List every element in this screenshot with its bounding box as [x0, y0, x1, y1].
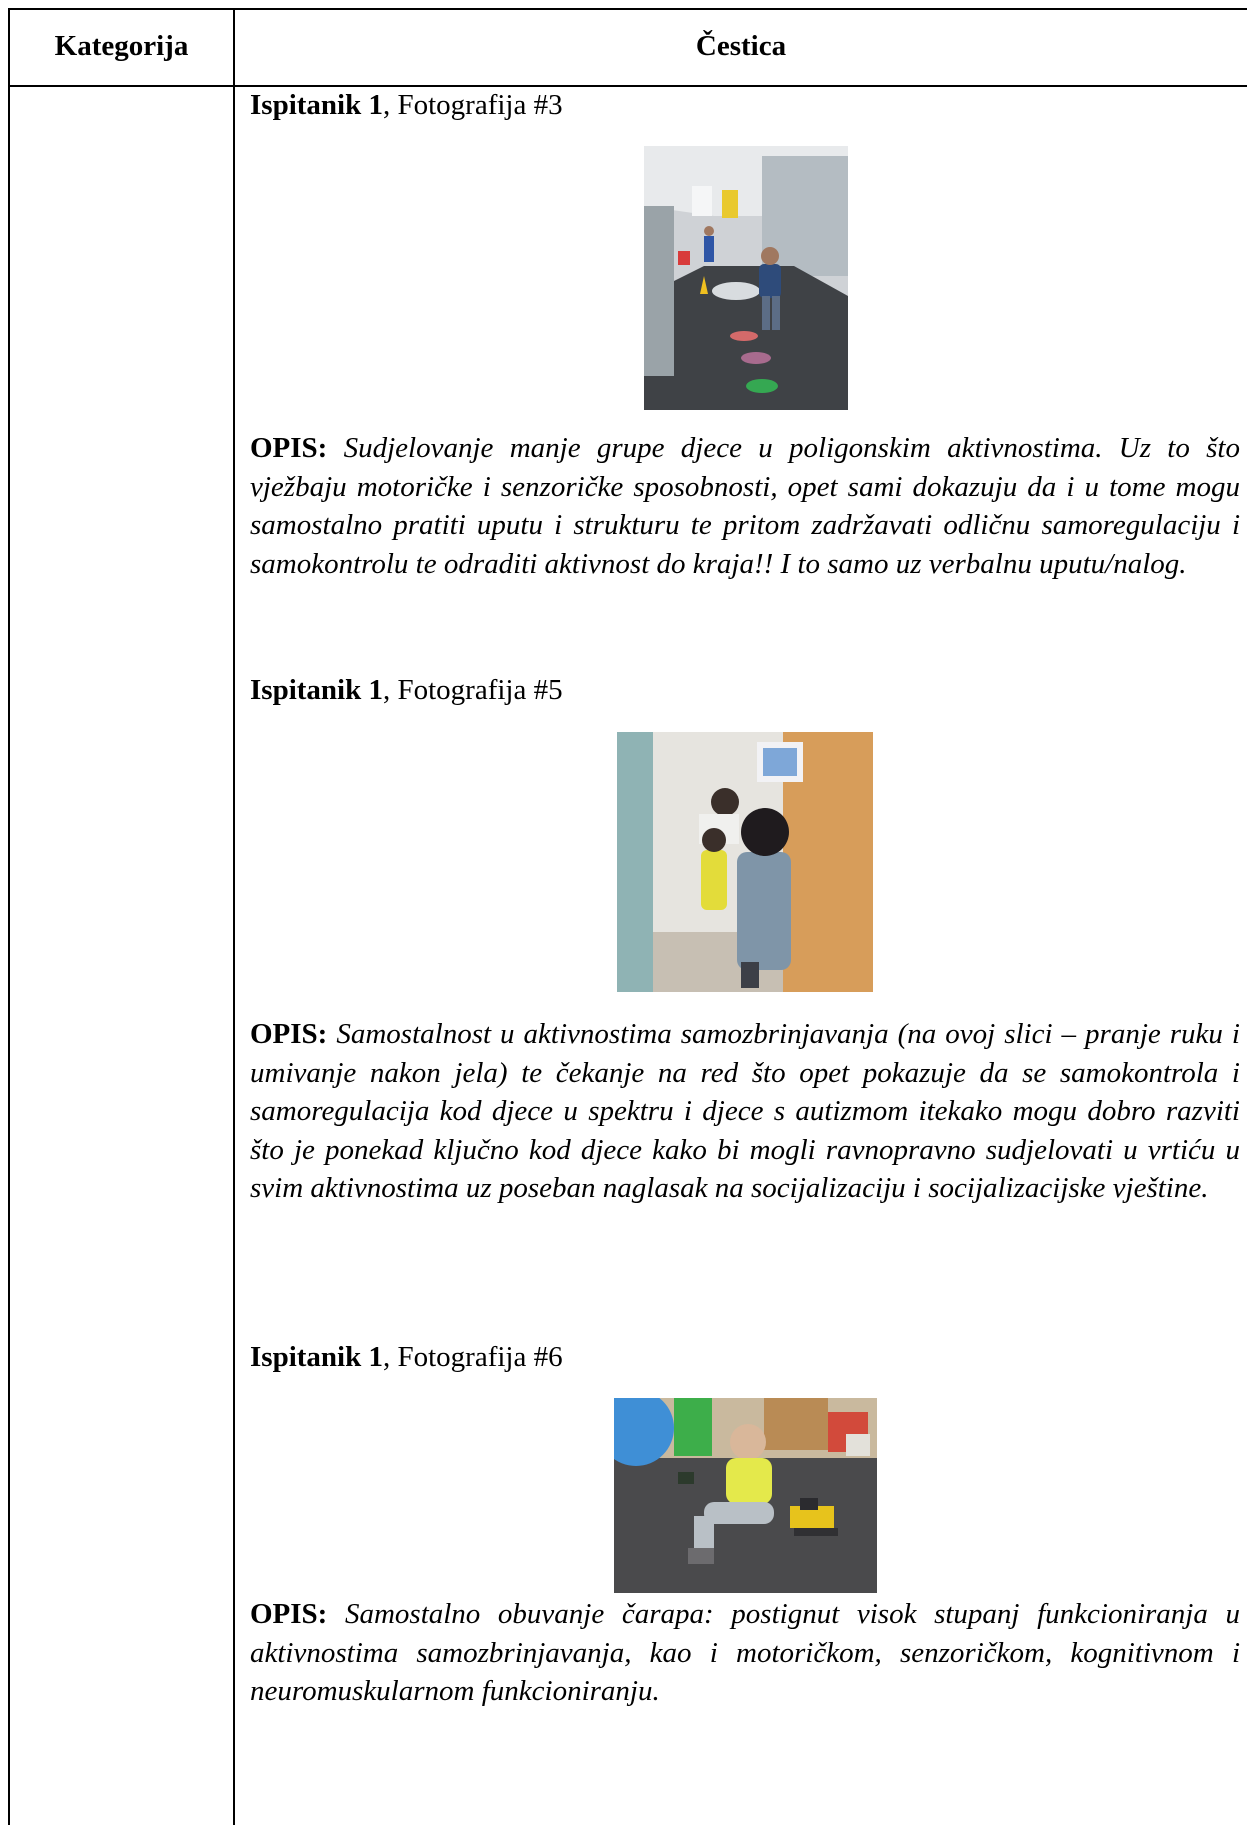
description-label: OPIS:: [250, 1598, 328, 1630]
entry-description: [250, 429, 1240, 583]
photo-image: [617, 732, 873, 992]
photo-image: [614, 1398, 877, 1593]
photo-label: , Fotografija #5: [382, 674, 563, 706]
photo-obstacle-course: [644, 146, 848, 410]
photo-image: [644, 146, 848, 410]
description-text: Samostalnost u aktivnostima samozbrinjavanja (na ovoj slici – pranje ruku i umivanje nakon jela) te čekanje na red što opet pokazuje da se samokontrola i samoregulacija kod djece u spektru i djece s autizmom itekako mogu dobro razviti što je ponekad ključno kod djece kako bi mogli ravnopravno sudjelovati u vrtiću u svim aktivnostima uz poseban naglasak na socijalizaciju i socijalizacijske vještine.: [250, 1018, 1240, 1205]
entry-title: [250, 674, 563, 707]
entry-title: [250, 89, 563, 122]
photo-label: , Fotografija #6: [382, 1341, 563, 1373]
photo-label: , Fotografija #3: [382, 89, 563, 121]
photo-handwashing: [617, 732, 873, 992]
entry-description: [250, 1015, 1240, 1208]
subject-label: Ispitanik 1: [250, 89, 383, 121]
entry-description: [250, 1595, 1240, 1711]
subject-label: Ispitanik 1: [250, 1341, 383, 1373]
header-category: Kategorija: [54, 30, 189, 62]
photo-putting-on-socks: [614, 1398, 877, 1593]
description-text: Sudjelovanje manje grupe djece u poligonskim aktivnostima. Uz to što vježbaju motoričke i senzoričke sposobnosti, opet sami dokazuju da i u tome mogu samostalno pratiti uputu i strukturu te pritom zadržavati odličnu samoregulaciju i samokontrolu te odraditi aktivnost do kraja!! I to samo uz verbalnu uputu/nalog.: [250, 432, 1240, 580]
table-left-border: [8, 8, 10, 1825]
description-text: Samostalno obuvanje čarapa: postignut visok stupanj funkcioniranja u aktivnostima samozbrinjavanja, kao i motoričkom, senzoričkom, kognitivnom i neuromuskularnom funkcioniranju.: [250, 1598, 1240, 1708]
header-item: Čestica: [695, 30, 787, 62]
entry-title: [250, 1341, 563, 1374]
description-label: OPIS:: [250, 432, 328, 464]
table-top-border: [8, 8, 1247, 10]
subject-label: Ispitanik 1: [250, 674, 383, 706]
description-label: OPIS:: [250, 1018, 328, 1050]
column-divider: [233, 8, 235, 1825]
header-bottom-border: [8, 85, 1247, 87]
